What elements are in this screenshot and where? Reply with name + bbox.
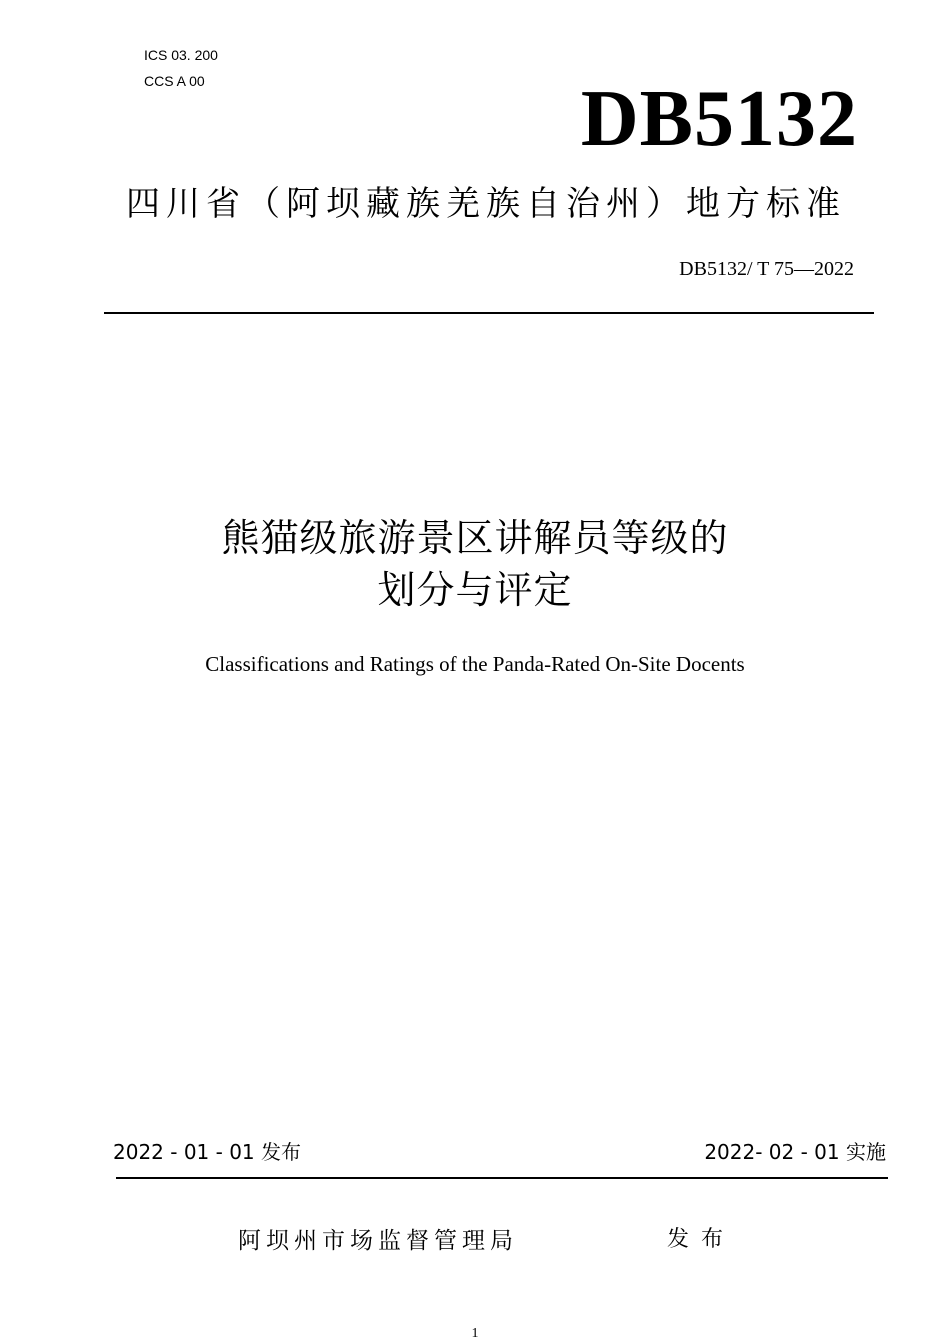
document-title-line-1: 熊猫级旅游景区讲解员等级的	[221, 516, 729, 560]
publisher-name: 阿坝州市场监督管理局	[238, 1228, 518, 1254]
ics-code: ICS 03. 200	[144, 47, 218, 63]
standard-code: DB5132	[580, 75, 858, 163]
ccs-code: CCS A 00	[144, 73, 205, 89]
top-divider	[104, 312, 874, 314]
document-title-line-2: 划分与评定	[377, 568, 573, 612]
document-title-english: Classifications and Ratings of the Panda-Rated On-Site Docents	[205, 652, 745, 676]
issue-date: 2022 - 01 - 01 发布	[113, 1140, 302, 1164]
implementation-date: 2022- 02 - 01 实施	[704, 1140, 886, 1164]
document-title	[0, 512, 950, 616]
standard-title: 四川省（阿坝藏族羌族自治州）地方标准	[126, 184, 846, 224]
publish-label: 发布	[667, 1227, 736, 1252]
standard-number: DB5132/ T 75—2022	[679, 258, 854, 280]
page-number: 1	[471, 1326, 479, 1341]
bottom-divider	[116, 1177, 888, 1179]
